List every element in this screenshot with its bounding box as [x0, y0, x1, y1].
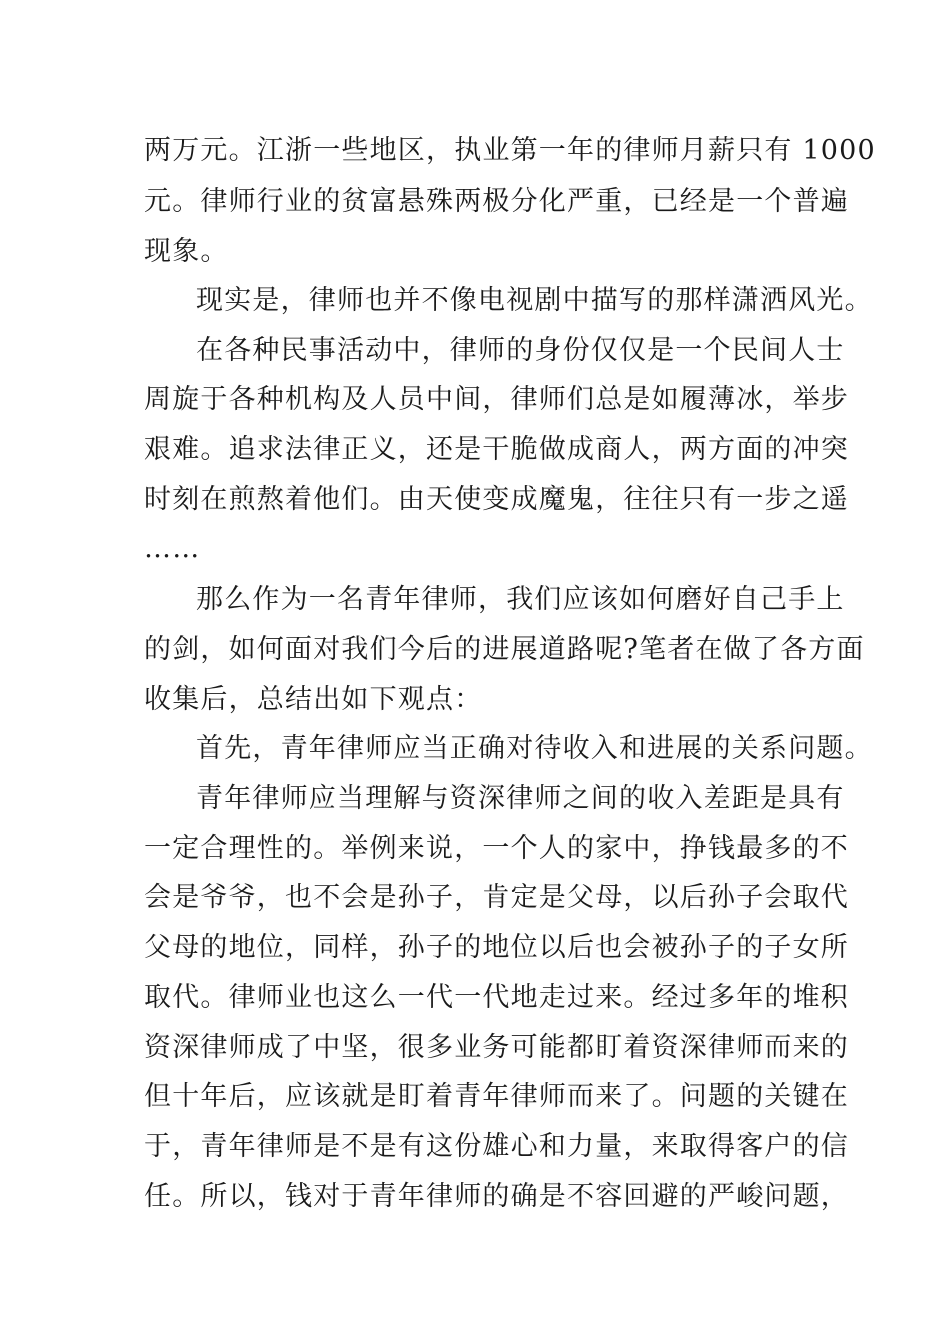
paragraph-first-line: 那么作为一名青年律师，我们应该如何磨好自己手上: [196, 584, 845, 615]
text-line: 但十年后，应该就是盯着青年律师而来了。问题的关键在: [144, 1081, 849, 1112]
text-line: 一定合理性的。举例来说，一个人的家中，挣钱最多的不: [144, 833, 849, 864]
text-line: 任。所以，钱对于青年律师的确是不容回避的严峻问题，: [144, 1181, 849, 1212]
text-line: 于，青年律师是不是有这份雄心和力量，来取得客户的信: [144, 1131, 849, 1162]
text-line: 现象。: [144, 236, 229, 267]
paragraph-first-line: 青年律师应当理解与资深律师之间的收入差距是具有: [196, 783, 845, 814]
text-line: 时刻在煎熬着他们。由天使变成魔鬼，往往只有一步之遥: [144, 484, 849, 515]
text-line: 取代。律师业也这么一代一代地走过来。经过多年的堆积: [144, 982, 849, 1013]
text-line: 收集后，总结出如下观点：: [144, 684, 483, 715]
text-line: 两万元。江浙一些地区，执业第一年的律师月薪只有 1000: [144, 135, 876, 166]
text-line: ……: [144, 533, 201, 564]
text-line: 艰难。追求法律正义，还是干脆做成商人，两方面的冲突: [144, 434, 849, 465]
text-line: 周旋于各种机构及人员中间，律师们总是如履薄冰，举步: [144, 384, 849, 415]
text-line: 会是爷爷，也不会是孙子，肯定是父母，以后孙子会取代: [144, 882, 849, 913]
paragraph-first-line: 首先，青年律师应当正确对待收入和进展的关系问题。: [196, 733, 873, 764]
text-line: 的剑，如何面对我们今后的进展道路呢?笔者在做了各方面: [144, 634, 865, 665]
text-line: 元。律师行业的贫富悬殊两极分化严重，已经是一个普遍: [144, 186, 849, 217]
text-line: 父母的地位，同样，孙子的地位以后也会被孙子的子女所: [144, 932, 849, 963]
paragraph-first-line: 现实是，律师也并不像电视剧中描写的那样潇洒风光。: [196, 285, 873, 316]
paragraph-first-line: 在各种民事活动中，律师的身份仅仅是一个民间人士: [196, 335, 845, 366]
text-line: 资深律师成了中坚，很多业务可能都盯着资深律师而来的: [144, 1032, 849, 1063]
